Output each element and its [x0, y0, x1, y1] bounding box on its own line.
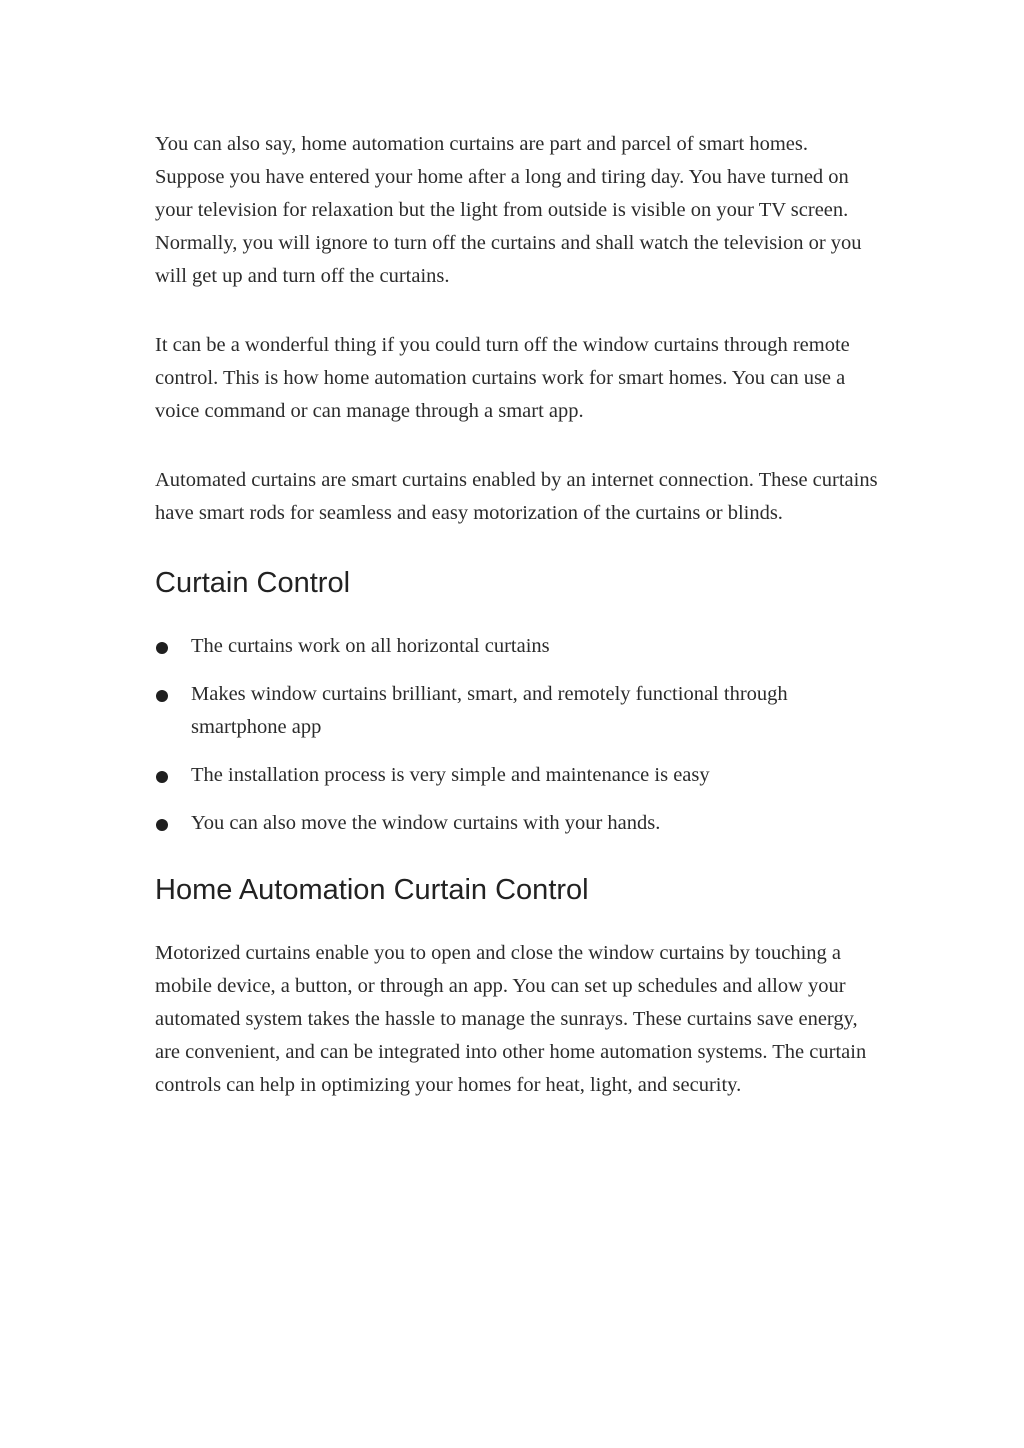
home-automation-paragraph: Motorized curtains enable you to open and close the window curtains by touching a mobile device, a button, or through an app. You can set up schedules and allow your automated system takes the hassle to manage the sunrays. These curtains save energy, are convenient, and can be integrated into other home automation systems. The curtain controls can help in optimizing your homes for heat, light, and security. [155, 942, 867, 1096]
list-item [155, 759, 880, 792]
bullet-icon [156, 690, 168, 702]
home-automation-heading: Home Automation Curtain Control [155, 874, 589, 906]
bullet-icon [156, 771, 168, 783]
intro-paragraph-3: Automated curtains are smart curtains enabled by an internet connection. These curtains have smart rods for seamless and easy motorization of the curtains or blinds. [155, 469, 878, 524]
intro-paragraph-2: It can be a wonderful thing if you could turn off the window curtains through remote control. This is how home automation curtains work for smart homes. You can use a voice command or can manage through a smart app. [155, 334, 850, 422]
bullet-icon [156, 819, 168, 831]
curtain-control-heading: Curtain Control [155, 567, 351, 599]
list-item [155, 630, 880, 663]
list-item [155, 807, 880, 840]
list-item [155, 678, 880, 744]
list-item-text: The installation process is very simple and maintenance is easy [191, 764, 710, 786]
list-item-text: The curtains work on all horizontal curtains [191, 635, 550, 657]
curtain-control-list [155, 630, 880, 840]
document-page [155, 128, 880, 1102]
intro-paragraph-1: You can also say, home automation curtains are part and parcel of smart homes. Suppose you have entered your home after a long and tiring day. You have turned on your television for relaxation but the light from outside is visible on your TV screen. Normally, you will ignore to turn off the curtains and shall watch the television or you will get up and turn off the curtains. [155, 133, 862, 287]
list-item-text: Makes window curtains brilliant, smart, and remotely functional through smartphone app [191, 683, 788, 738]
list-item-text: You can also move the window curtains with your hands. [191, 812, 661, 834]
bullet-icon [156, 642, 168, 654]
